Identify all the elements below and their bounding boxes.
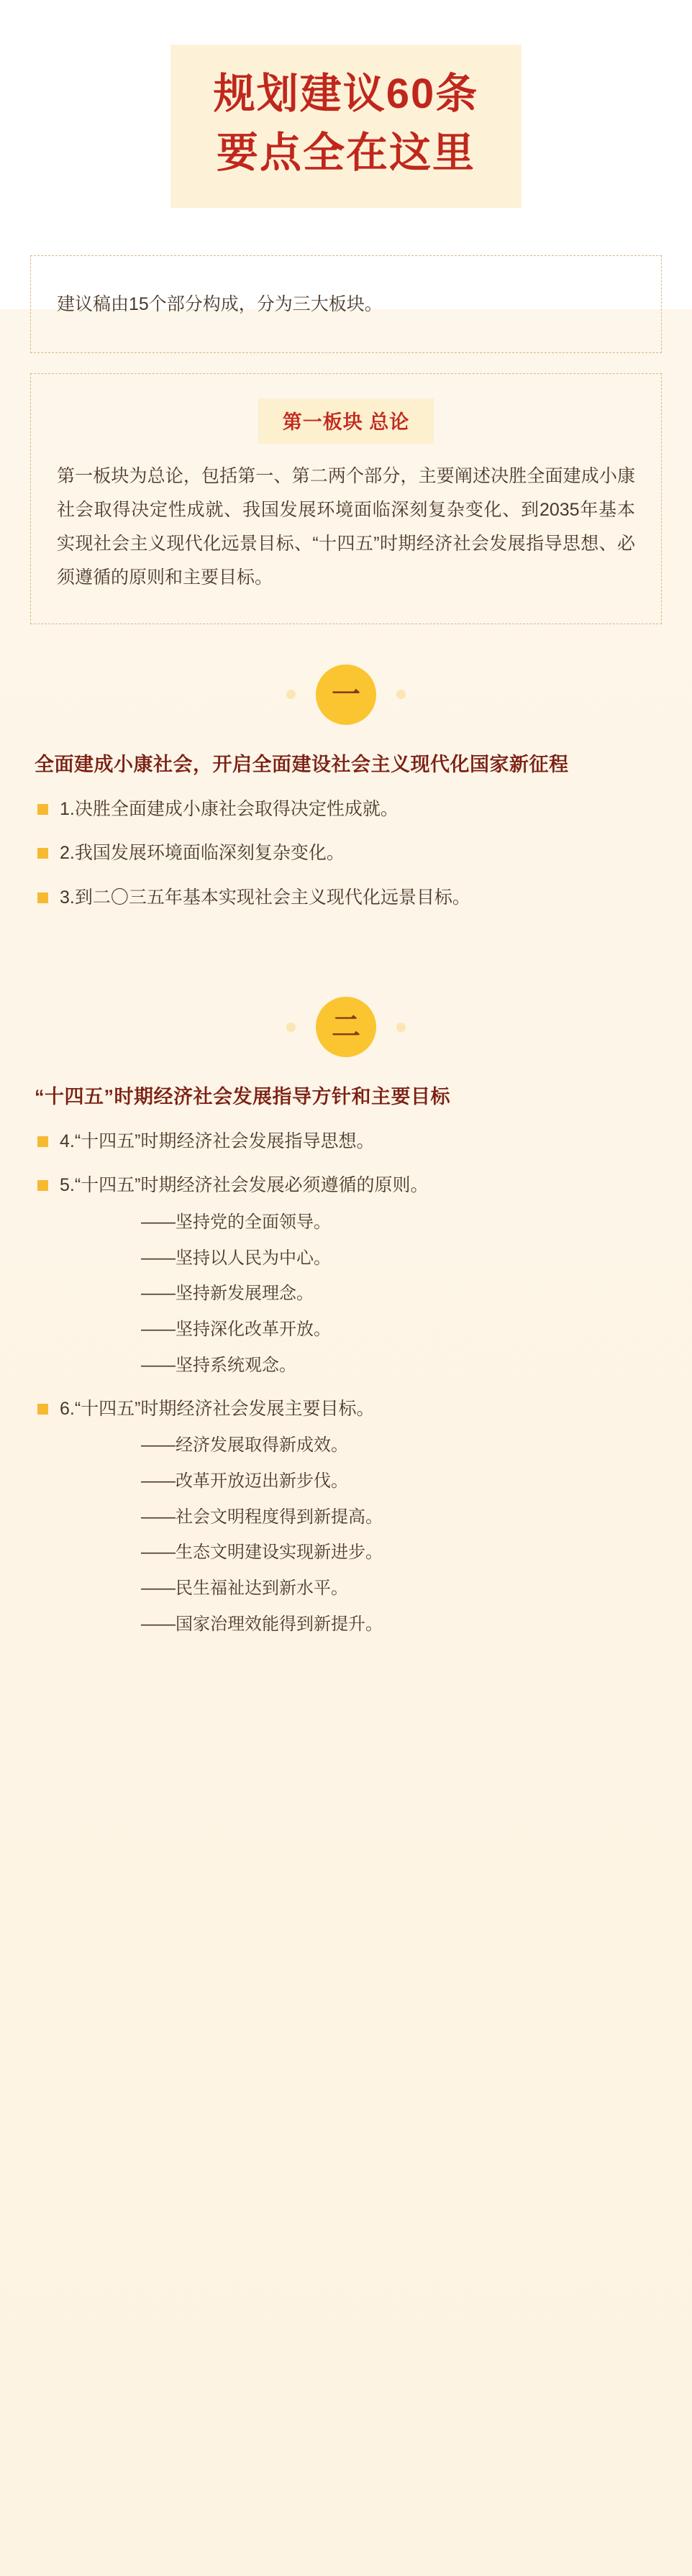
intro-box — [30, 255, 662, 353]
square-bullet-icon — [37, 1180, 48, 1191]
title-line-1: 规划建议60条 — [213, 70, 479, 117]
decorative-dot-icon — [396, 690, 406, 699]
title-banner — [170, 45, 522, 208]
square-bullet-icon — [37, 892, 48, 903]
list-item-text: 4.“十四五”时期经济社会发展指导思想。 — [60, 1131, 375, 1151]
block-one-title-row — [57, 398, 635, 444]
section-number-badge: 二 — [316, 997, 376, 1057]
intro-text: 建议稿由15个部分构成，分为三大板块。 — [57, 293, 383, 314]
sub-list-item: ——经济发展取得新成效。 — [141, 1435, 348, 1456]
list-item — [35, 794, 657, 826]
sub-list-item: ——坚持系统观念。 — [141, 1355, 296, 1375]
sub-list-item: ——改革开放迈出新步伐。 — [141, 1471, 348, 1491]
section-content — [0, 1082, 692, 1682]
block-one-box — [30, 373, 662, 624]
list-item — [35, 1394, 657, 1425]
section-number-wrap — [0, 664, 692, 725]
section-content — [0, 749, 692, 956]
sub-list-item: ——坚持深化改革开放。 — [141, 1320, 331, 1340]
sections-root — [0, 664, 692, 1683]
decorative-dot-icon — [286, 690, 296, 699]
list-item — [35, 882, 657, 914]
square-bullet-icon — [37, 848, 48, 859]
list-item — [35, 1170, 657, 1202]
title-banner-wrap — [0, 0, 692, 237]
section-heading: “十四五”时期经济社会发展指导方针和主要目标 — [35, 1086, 450, 1108]
sub-list-item: ——坚持以人民为中心。 — [141, 1248, 331, 1268]
list-item-text: 6.“十四五”时期经济社会发展主要目标。 — [60, 1398, 375, 1419]
sub-list-item: ——生态文明建设实现新进步。 — [141, 1543, 383, 1563]
section-number-badge: 一 — [316, 664, 376, 725]
square-bullet-icon — [37, 1404, 48, 1415]
list-item-text: 5.“十四五”时期经济社会发展必须遵循的原则。 — [60, 1175, 429, 1196]
block-one-body: 第一板块为总论，包括第一、第二两个部分，主要阐述决胜全面建成小康社会取得决定性成就、我国发展环境面临深刻复杂变化、到2035年基本实现社会主义现代化远景目标、“十四五”时期经济社会发展指导思想、必须遵循的原则和主要目标。 — [57, 465, 635, 588]
list-item-text: 1.决胜全面建成小康社会取得决定性成就。 — [60, 798, 399, 819]
title-line-2: 要点全在这里 — [216, 129, 475, 177]
sub-list-item: ——社会文明程度得到新提高。 — [141, 1507, 383, 1527]
section-number-wrap — [0, 997, 692, 1057]
list-item — [35, 1126, 657, 1158]
decorative-dot-icon — [286, 1023, 296, 1032]
decorative-dot-icon — [396, 1023, 406, 1032]
square-bullet-icon — [37, 804, 48, 815]
block-one-label: 第一板块 总论 — [258, 398, 434, 444]
list-item — [35, 838, 657, 869]
list-item-text: 2.我国发展环境面临深刻复杂变化。 — [60, 843, 345, 864]
section-heading: 全面建成小康社会，开启全面建设社会主义现代化国家新征程 — [35, 753, 569, 775]
list-item-text: 3.到二〇三五年基本实现社会主义现代化远景目标。 — [60, 887, 470, 908]
sub-list-item: ——民生福祉达到新水平。 — [141, 1579, 348, 1599]
sub-list-item: ——国家治理效能得到新提升。 — [141, 1614, 383, 1634]
sub-list-item: ——坚持新发展理念。 — [141, 1284, 314, 1304]
square-bullet-icon — [37, 1136, 48, 1147]
sub-list-item: ——坚持党的全面领导。 — [141, 1212, 331, 1232]
